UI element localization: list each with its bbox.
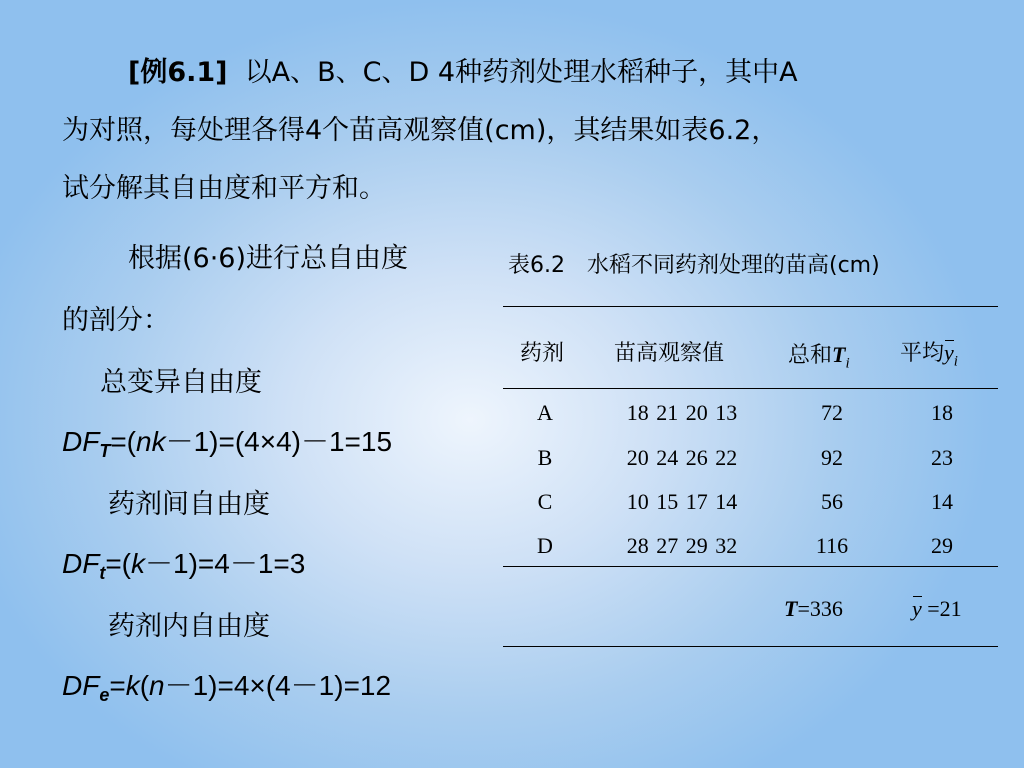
grand-total-value: =336	[797, 596, 843, 621]
formula-part: －1)=4－1=3	[145, 548, 306, 579]
formula-part: －1)=(4×4)－1=15	[165, 426, 393, 457]
header-observations: 苗高观察值	[614, 341, 725, 366]
summary-total	[784, 596, 843, 622]
grand-mean-value: =21	[921, 596, 962, 621]
df-subscript: T	[99, 441, 111, 461]
analysis-intro-1: 根据(6·6)进行总自由度	[128, 243, 409, 274]
cell-observations: 20 24 26 22	[626, 445, 738, 470]
formula-part: =	[109, 670, 126, 701]
cell-agent: D	[537, 533, 553, 558]
formula-part: (	[139, 670, 150, 701]
cell-observations: 18 21 20 13	[626, 400, 738, 425]
header-total	[788, 338, 850, 372]
problem-line-3: 试分解其自由度和平方和。	[62, 173, 386, 204]
formula-variable: n	[149, 670, 165, 701]
cell-total: 56	[821, 489, 843, 514]
mean-subscript: i	[953, 353, 958, 370]
problem-line-2: 为对照，每处理各得4个苗高观察值(cm)，其结果如表6.2，	[62, 115, 779, 146]
df-symbol: DF	[62, 548, 100, 579]
header-total-text: 总和	[788, 343, 833, 368]
df-subscript: e	[99, 685, 110, 705]
cell-observations: 28 27 29 32	[626, 533, 738, 558]
grand-mean-symbol: y	[912, 596, 922, 621]
problem-line-1	[128, 50, 798, 89]
formula-variable: k	[131, 548, 146, 579]
cell-mean: 29	[931, 533, 953, 558]
cell-total: 116	[815, 533, 849, 558]
problem-text-1: 以A、B、C、D 4种药剂处理水稻种子，其中A	[244, 57, 798, 88]
header-mean-text: 平均	[900, 341, 945, 366]
df-symbol: DF	[62, 670, 100, 701]
table-bottom-rule	[503, 646, 998, 647]
cell-agent: A	[537, 400, 553, 425]
grand-total-symbol: T	[784, 596, 798, 621]
table-header-rule	[503, 388, 998, 389]
total-df-formula	[62, 420, 392, 462]
example-label: [例6.1]	[128, 57, 228, 88]
cell-agent: C	[537, 489, 553, 514]
formula-part: －1)=4×(4－1)=12	[164, 670, 392, 701]
df-symbol: DF	[62, 426, 100, 457]
table-top-rule	[503, 306, 998, 307]
formula-variable: nk	[136, 426, 166, 457]
formula-variable: k	[125, 670, 140, 701]
cell-total: 72	[821, 400, 843, 425]
summary-mean	[912, 596, 962, 622]
cell-observations: 10 15 17 14	[626, 489, 738, 514]
df-subscript: t	[99, 563, 106, 583]
cell-mean: 23	[931, 445, 953, 470]
between-df-heading: 药剂间自由度	[108, 489, 270, 520]
table-body-rule	[503, 566, 998, 567]
total-df-heading: 总变异自由度	[100, 367, 262, 398]
cell-agent: B	[537, 445, 553, 470]
total-subscript: i	[845, 355, 850, 372]
total-symbol: T	[832, 342, 846, 367]
formula-part: =(	[105, 548, 132, 579]
header-agent: 药剂	[520, 341, 565, 366]
within-df-formula	[62, 664, 391, 706]
formula-part: =(	[110, 426, 137, 457]
within-df-heading: 药剂内自由度	[108, 611, 270, 642]
table-caption: 表6.2 水稻不同药剂处理的苗高(cm)	[508, 253, 880, 278]
cell-total: 92	[821, 445, 843, 470]
cell-mean: 14	[931, 489, 953, 514]
analysis-intro-2: 的剖分：	[62, 305, 170, 336]
cell-mean: 18	[931, 400, 953, 425]
mean-symbol: y	[944, 340, 954, 365]
between-df-formula	[62, 542, 305, 584]
header-mean	[900, 336, 958, 370]
